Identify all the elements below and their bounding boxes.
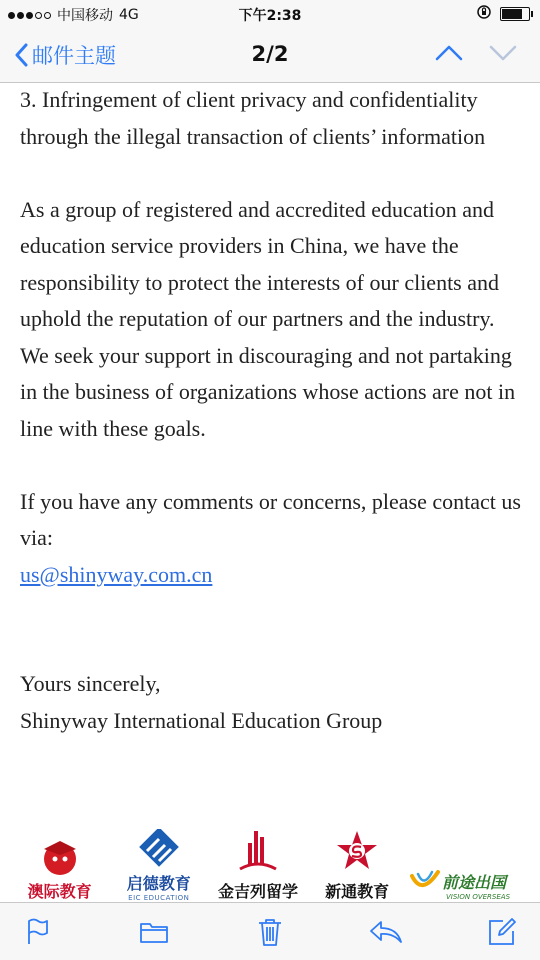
closing-line: Yours sincerely, <box>20 671 161 696</box>
navigation-bar <box>0 28 540 83</box>
body-paragraph-1: 3. Infringement of client privacy and confidentiality through the illegal transaction of clients’ information <box>20 87 486 149</box>
chevron-up-icon <box>434 42 464 62</box>
logo-aoji <box>12 837 108 902</box>
logo-xintong <box>309 829 405 902</box>
partner-logos <box>0 826 540 902</box>
flag-icon <box>25 918 51 946</box>
status-bar <box>0 0 540 28</box>
previous-message-button[interactable] <box>434 42 464 66</box>
logo-vision-sub: VISION OVERSEAS <box>446 893 511 901</box>
xintong-emblem-icon <box>333 829 381 877</box>
next-message-button[interactable] <box>488 42 518 66</box>
battery-fill <box>502 9 522 19</box>
email-body <box>20 82 525 739</box>
logo-aoji-name: 澳际教育 <box>27 882 92 901</box>
trash-icon <box>257 917 283 947</box>
status-right <box>476 4 530 24</box>
body-paragraph-2: As a group of registered and accredited education and education service providers in China, we have the responsibility to protect the interests of our clients and uphold the reputation of our partners and the industry. We seek your support in discouraging and not partaking in the business of organizations whose actions are not in line with these goals. <box>20 196 516 441</box>
logo-eic-sub: EIC EDUCATION <box>128 894 190 902</box>
vision-emblem-icon <box>408 866 528 902</box>
reply-icon <box>369 920 403 944</box>
signature-line: Shinyway International Education Group <box>20 707 383 733</box>
folder-icon <box>139 919 169 945</box>
network-type: 4G <box>119 7 139 23</box>
message-navigation <box>434 42 518 66</box>
email-link[interactable]: us@shinyway.com.cn <box>20 561 213 587</box>
logo-vision <box>408 866 528 902</box>
compose-button[interactable] <box>482 912 522 952</box>
status-time: 下午2:38 <box>238 8 302 24</box>
logo-eic-name: 启德教育 <box>126 874 191 893</box>
message-counter: 2/2 <box>251 42 289 66</box>
aoji-emblem-icon <box>38 837 82 877</box>
logo-xintong-name: 新通教育 <box>325 882 390 901</box>
battery-icon <box>500 7 530 21</box>
back-label: 邮件主题 <box>32 44 116 68</box>
logo-jjl-name: 金吉列留学 <box>217 882 298 901</box>
bottom-toolbar <box>0 902 540 960</box>
carrier-name: 中国移动 <box>57 8 113 24</box>
flag-button[interactable] <box>18 912 58 952</box>
logo-jjl <box>210 829 306 902</box>
logo-vision-name: 前途出国 <box>442 873 507 892</box>
body-paragraph-3: If you have any comments or concerns, please contact us via: <box>20 488 521 550</box>
move-folder-button[interactable] <box>134 912 174 952</box>
jjl-emblem-icon <box>236 829 280 877</box>
reply-button[interactable] <box>366 912 406 952</box>
logo-eic <box>111 829 207 902</box>
rotation-lock-icon <box>476 4 492 24</box>
chevron-down-icon <box>488 42 518 62</box>
delete-button[interactable] <box>250 912 290 952</box>
compose-icon <box>487 917 517 947</box>
eic-emblem-icon <box>137 829 181 869</box>
